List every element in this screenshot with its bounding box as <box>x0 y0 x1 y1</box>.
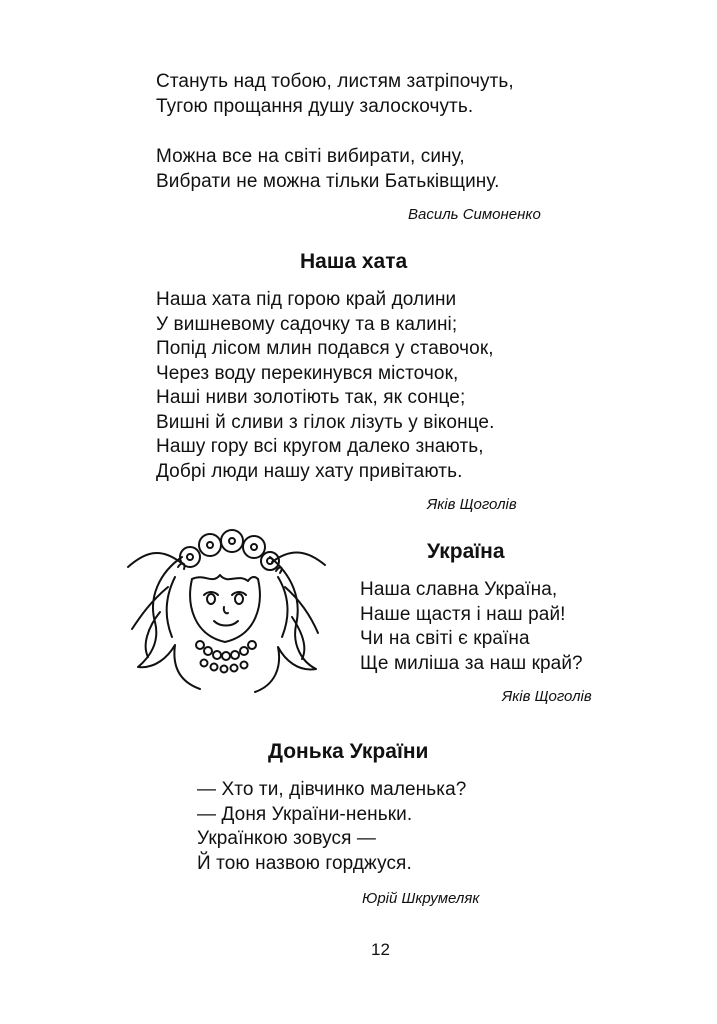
girl-with-flower-wreath-icon <box>120 517 330 697</box>
poem-line: Через воду перекинувся місточок, <box>156 362 459 384</box>
poem-line: Українкою зовуся — <box>197 828 376 849</box>
poem-body <box>197 778 466 876</box>
poem-line: Й тою назвою горджуся. <box>197 852 412 874</box>
poem-line: Вибрати не можна тільки Батьківщину. <box>156 170 500 192</box>
poem-line: Вишні й сливи з гілок лізуть у віконце. <box>156 411 495 433</box>
intro-stanza-2 <box>156 145 499 194</box>
poem-title: Наша хата <box>300 250 408 273</box>
poem-line: — Хто ти, дівчинко маленька? <box>197 779 467 800</box>
poem-line: Ще миліша за наш край? <box>360 652 583 674</box>
poem-author: Юрій Шкрумеляк <box>362 890 480 907</box>
poem-line: Тугою прощання душу залоскочуть. <box>156 95 474 117</box>
poem-line: Наші ниви золотіють так, як сонце; <box>156 387 466 408</box>
poem-title: Україна <box>427 540 505 563</box>
poem-line: Наше щастя і наш рай! <box>360 603 566 625</box>
poem-line: Чи на світі є країна <box>360 628 530 649</box>
intro-stanza-1 <box>156 70 514 119</box>
poem-author: Василь Симоненко <box>408 206 541 223</box>
poem-line: Добрі люди нашу хату привітають. <box>156 460 463 482</box>
poem-line: Наша хата під горою край долини <box>156 289 457 310</box>
poem-title: Донька України <box>268 740 429 763</box>
poem-line: Стануть над тобою, листям затріпочуть, <box>156 71 514 92</box>
poem-line: Можна все на світі вибирати, сину, <box>156 146 465 167</box>
poem-line: У вишневому садочку та в калині; <box>156 313 458 335</box>
poem-body <box>360 578 583 676</box>
poem-author: Яків Щоголів <box>502 688 592 705</box>
page-number: 12 <box>371 940 390 959</box>
poem-line: Нашу гору всі кругом далеко знають, <box>156 436 484 457</box>
poem-line: Наша славна Україна, <box>360 579 558 600</box>
poem-line: Попід лісом млин подався у ставочок, <box>156 338 494 359</box>
poem-body <box>156 288 494 484</box>
poem-author: Яків Щоголів <box>427 496 517 513</box>
poem-line: — Доня України-неньки. <box>197 803 413 825</box>
